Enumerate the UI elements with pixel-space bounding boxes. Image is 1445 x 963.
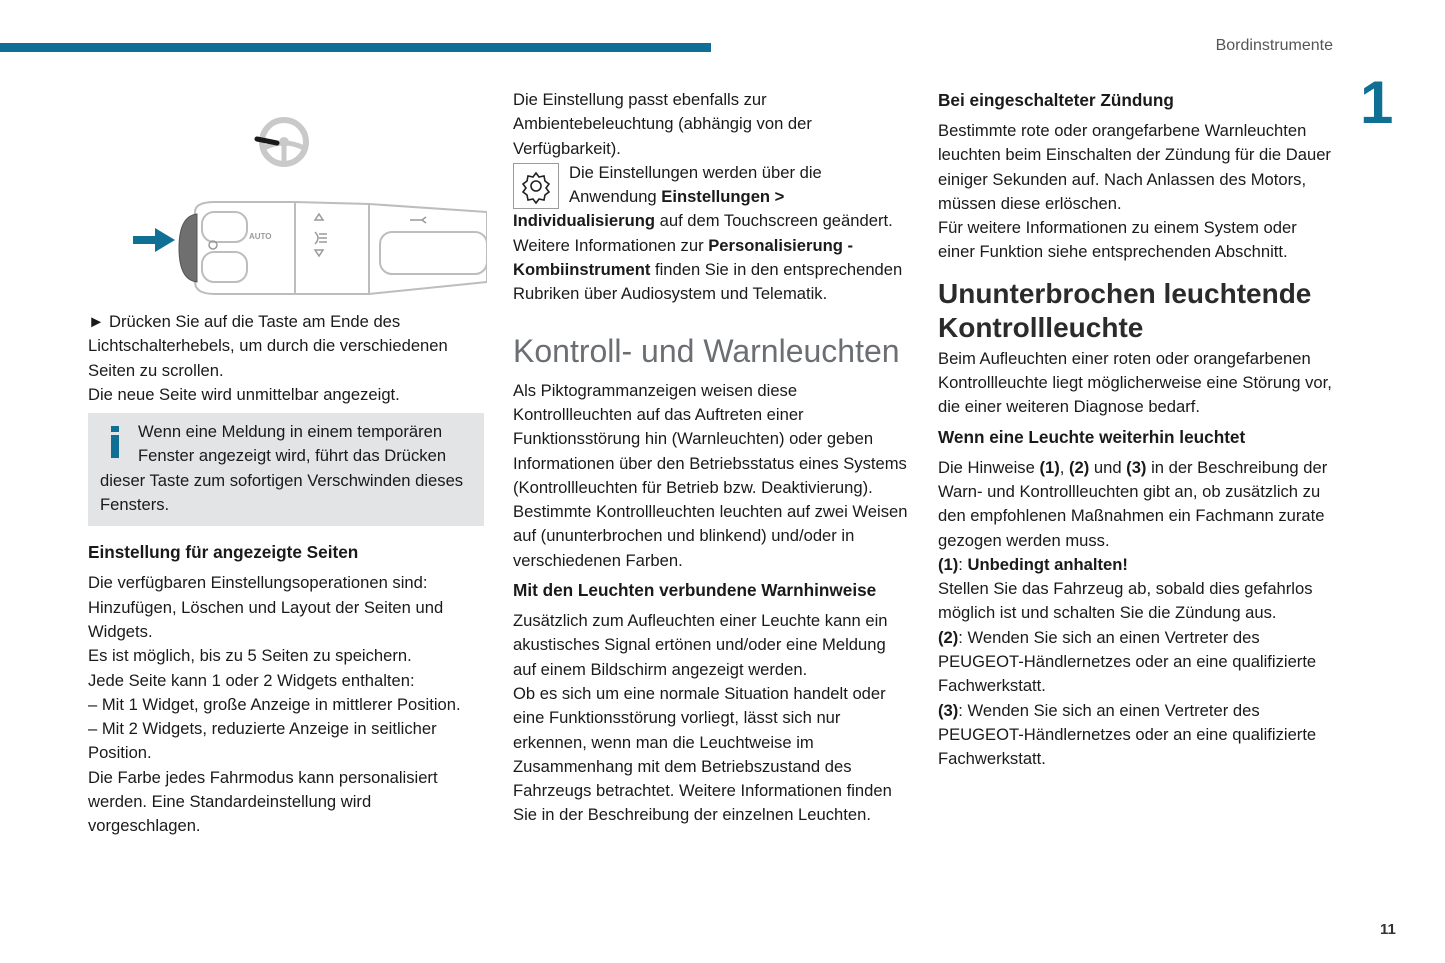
hint-separator: und	[1089, 457, 1127, 477]
reference-paragraph	[513, 234, 908, 307]
paragraph: Beim Aufleuchten einer roten oder orangefarbenen Kontrollleuchte liegt möglicherweise eine Störung vor, die einer weiteren Diagnose bedarf.	[938, 348, 1332, 417]
light-stalk-illustration	[125, 112, 487, 300]
info-text-line2: dieser Taste zum sofortigen Verschwinden dieses Fensters.	[100, 470, 464, 515]
paragraph: Für weitere Informationen zu einem System oder einer Funktion siehe entsprechenden Abschnitt.	[938, 218, 1297, 262]
paragraph: Jede Seite kann 1 oder 2 Widgets enthalten:	[88, 670, 415, 690]
section-heading: Einstellung für angezeigte Seiten	[88, 542, 359, 563]
note-ref-1: (1)	[1039, 457, 1060, 477]
auto-label: AUTO	[249, 232, 272, 241]
paragraph: Zusätzlich zum Aufleuchten einer Leuchte kann ein akustisches Signal ertönen und/oder eine Meldung auf einem Bildschirm angezeigt werden.	[513, 611, 888, 679]
hint-paragraph	[938, 456, 1338, 553]
page-number: 11	[1380, 921, 1396, 938]
list-item: – Mit 1 Widget, große Anzeige in mittlerer Position.	[88, 694, 461, 714]
paragraph: Die Farbe jedes Fahrmodus kann personalisiert werden. Eine Standardeinstellung wird vorgeschlagen.	[88, 767, 438, 836]
note-colon: :	[958, 554, 968, 574]
paragraph: Die Einstellung passt ebenfalls zur Ambientebeleuchtung (abhängig von der Verfügbarkeit).	[513, 90, 812, 158]
info-text-line1: Wenn eine Meldung in einem temporären Fenster angezeigt wird, führt das Drücken	[138, 422, 447, 466]
settings-text-c: auf dem Touchscreen geändert.	[655, 211, 893, 231]
settings-paragraph	[513, 161, 908, 234]
section-heading: Bei eingeschalteter Zündung	[938, 90, 1174, 110]
press-arrow-icon	[133, 228, 175, 252]
settings-gear-icon	[513, 163, 559, 209]
info-box	[88, 413, 484, 526]
note-1-label: (1)	[938, 554, 959, 574]
column-left	[88, 310, 484, 839]
note-1-text: Unbedingt anhalten!	[967, 554, 1128, 574]
ref-bold: Personalisierung - Kombiinstrument	[513, 235, 854, 280]
note-3-text: : Wenden Sie sich an einen Vertreter des PEUGEOT-Händlernetzes oder an eine qualifizierte Fachwerkstatt.	[938, 700, 1317, 769]
note-ref-3: (3)	[1126, 457, 1147, 477]
note-3	[938, 699, 1338, 772]
info-icon	[108, 426, 122, 458]
paragraph: Die neue Seite wird unmittelbar angezeigt.	[88, 384, 400, 404]
stalk-body	[195, 202, 487, 294]
steering-wheel-icon	[257, 120, 306, 164]
note-1	[938, 553, 1338, 577]
section-title-warning-lights: Kontroll- und Warnleuchten	[513, 332, 900, 369]
section-heading: Mit den Leuchten verbundene Warnhinweise	[513, 580, 877, 601]
settings-path: Einstellungen > Individualisierung	[513, 187, 785, 231]
ref-text-a: Weitere Informationen zur	[513, 235, 709, 255]
column-right	[938, 88, 1338, 772]
chapter-number: 1	[1360, 69, 1394, 136]
hint-text: in der Beschreibung der Warn- und Kontrollleuchten gibt an, ob zusätzlich zu den empfohlenen Maßnahmen ein Fachmann zurate gezogen werden muss.	[938, 457, 1328, 550]
paragraph: Als Piktogrammanzeigen weisen diese Kontrollleuchten auf das Auftreten einer Funktionsstörung hin (Warnleuchten) oder geben Informationen über den Betriebsstatus eines Systems (Kontrollleuchten für Betrieb bzw. Deaktivierung). Bestimmte Kontrollleuchten leuchten auf zwei Weisen auf (ununterbrochen und blinkend) und/oder in verschiedenen Farben.	[513, 380, 908, 570]
column-middle	[513, 88, 908, 828]
paragraph: Bestimmte rote oder orangefarbene Warnleuchten leuchten beim Einschalten der Zündung für die Dauer einiger Sekunden auf. Nach Anlassen des Motors, müssen diese erlöschen.	[938, 121, 1331, 213]
instruction-bullet: ► Drücken Sie auf die Taste am Ende des Lichtschalterhebels, um durch die verschiedenen Seiten zu scrollen.	[88, 312, 448, 380]
note-2-label: (2)	[938, 627, 959, 647]
paragraph: Es ist möglich, bis zu 5 Seiten zu speichern.	[88, 646, 412, 666]
header-accent-bar	[0, 43, 711, 52]
section-heading: Wenn eine Leuchte weiterhin leuchtet	[938, 426, 1246, 447]
note-3-label: (3)	[938, 700, 959, 720]
hint-separator: ,	[1059, 457, 1069, 477]
list-item: – Mit 2 Widgets, reduzierte Anzeige in seitlicher Position.	[88, 719, 437, 763]
paragraph: Ob es sich um eine normale Situation handelt oder eine Funktionsstörung vorliegt, lässt sich nur erkennen, wenn man die Leuchtweise im Zusammenhang mit dem Betriebszustand des Fahrzeugs betrachtet. Weitere Informationen finden Sie in der Beschreibung der einzelnen Leuchten.	[513, 683, 892, 825]
note-2	[938, 626, 1338, 699]
settings-text-a: Die Einstellungen werden über die Anwendung	[569, 162, 822, 207]
note-1-description: Stellen Sie das Fahrzeug ab, sobald dies gefahrlos möglich ist und schalten Sie die Zündung aus.	[938, 579, 1313, 623]
note-ref-2: (2)	[1068, 457, 1090, 477]
section-title: Bordinstrumente	[1215, 37, 1333, 54]
hint-text: Die Hinweise	[938, 457, 1040, 477]
ref-text-c: finden Sie in den entsprechenden Rubriken über Audiosystem und Telematik.	[513, 260, 903, 304]
paragraph: Die verfügbaren Einstellungsoperationen sind: Hinzufügen, Löschen und Layout der Seiten und Widgets.	[88, 573, 444, 641]
stalk-end-button	[179, 214, 197, 282]
note-2-text: : Wenden Sie sich an einen Vertreter des PEUGEOT-Händlernetzes oder an eine qualifizierte Fachwerkstatt.	[938, 627, 1317, 696]
section-title-continuous-light: Ununterbrochen leuchtende Kontrollleuchte	[938, 277, 1312, 343]
